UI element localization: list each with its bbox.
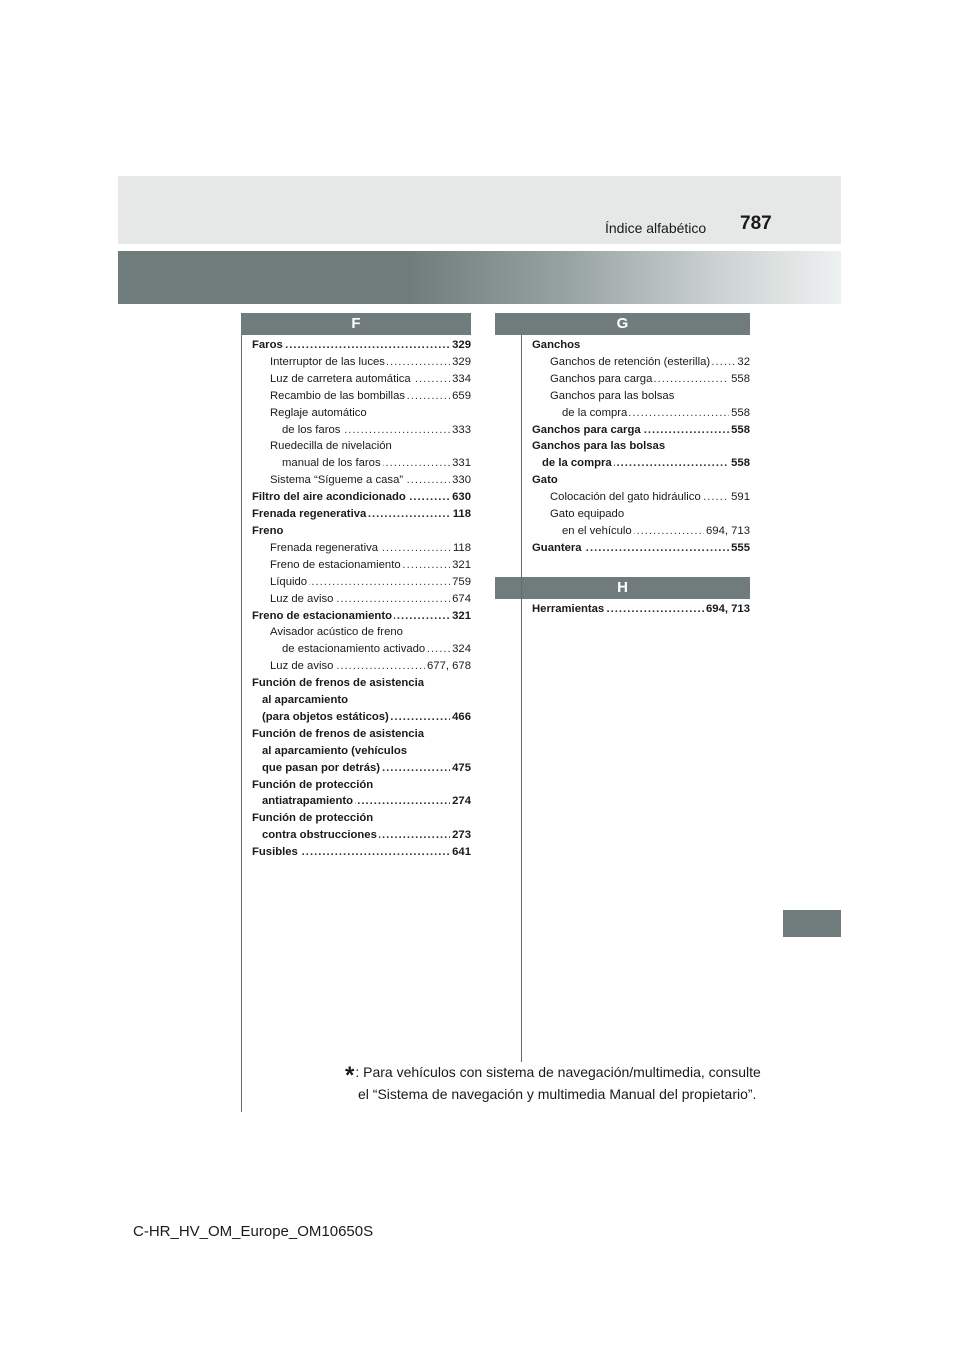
entry-term: Interruptor de las luces xyxy=(270,355,385,368)
entry-page: 674 xyxy=(450,591,471,608)
entry-page: 273 xyxy=(450,827,471,844)
entry-page: 329 xyxy=(450,354,471,371)
entry-page: 333 xyxy=(450,422,471,439)
entry-term: Ganchos para carga xyxy=(550,372,653,385)
entry-page: 321 xyxy=(450,557,471,574)
entry-page: 759 xyxy=(450,574,471,591)
index-column-h xyxy=(532,601,750,618)
footnote-line-2: el “Sistema de navegación y multimedia Manual del propietario”. xyxy=(358,1086,757,1102)
entry-page: 558 xyxy=(729,422,750,439)
index-entry xyxy=(252,675,471,692)
entry-page: 118 xyxy=(451,506,471,523)
entry-term: Frenada regenerativa xyxy=(270,541,379,554)
index-entry xyxy=(532,455,750,472)
entry-term: Función de protección xyxy=(252,778,374,791)
entry-term: que pasan por detrás) xyxy=(262,761,381,774)
index-entry xyxy=(532,601,750,618)
index-column-g xyxy=(532,337,750,557)
entry-page: 694, 713 xyxy=(704,601,750,618)
index-entry xyxy=(252,726,471,743)
index-entry xyxy=(252,489,471,506)
index-entry xyxy=(532,422,750,439)
entry-term: Frenada regenerativa xyxy=(252,508,367,521)
index-entry xyxy=(252,624,471,641)
entry-term: Función de protección xyxy=(252,812,374,825)
index-entry xyxy=(252,388,471,405)
entry-page: 274 xyxy=(450,793,471,810)
entry-term: Luz de aviso xyxy=(270,592,334,605)
header-band xyxy=(118,176,841,244)
entry-page: 334 xyxy=(450,371,471,388)
entry-page: 558 xyxy=(729,455,750,472)
entry-term: manual de los faros xyxy=(282,457,381,470)
entry-term: Reglaje automático xyxy=(270,406,367,419)
section-header-g: G xyxy=(495,313,750,335)
entry-term: Ganchos para carga xyxy=(532,423,641,436)
footnote-star: * xyxy=(345,1062,355,1089)
entry-term: Faros xyxy=(252,339,283,351)
index-entry xyxy=(252,354,471,371)
entry-term: Fusibles xyxy=(252,846,298,859)
index-entry xyxy=(532,388,750,405)
entry-term: Ganchos xyxy=(532,339,581,351)
entry-term: Ganchos para las bolsas xyxy=(550,389,675,402)
entry-term: Función de frenos de asistencia xyxy=(252,727,425,740)
index-entry xyxy=(252,422,471,439)
entry-term: Freno de estacionamiento xyxy=(270,558,401,571)
index-entry xyxy=(252,760,471,777)
entry-page: 475 xyxy=(450,760,471,777)
footnote-line-1: : Para vehículos con sistema de navegación/multimedia, consulte xyxy=(355,1064,761,1080)
index-entry xyxy=(532,337,750,354)
entry-term: Freno xyxy=(252,524,284,537)
section-header-f: F xyxy=(241,313,471,335)
index-entry xyxy=(252,709,471,726)
index-entry xyxy=(252,523,471,540)
entry-term: en el vehículo xyxy=(562,524,632,537)
index-column-f xyxy=(252,337,471,861)
entry-page: 694, 713 xyxy=(704,523,750,540)
entry-term: Colocación del gato hidráulico xyxy=(550,491,701,504)
entry-term: Herramientas xyxy=(532,603,605,615)
entry-term: (para objetos estáticos) xyxy=(262,710,389,723)
index-entry xyxy=(252,608,471,625)
entry-term: Sistema “Sígueme a casa” xyxy=(270,474,404,487)
index-entry xyxy=(532,354,750,371)
index-entry xyxy=(252,438,471,455)
entry-page: 591 xyxy=(729,489,750,506)
index-entry xyxy=(532,405,750,422)
index-entry xyxy=(252,540,471,557)
index-entry xyxy=(252,793,471,810)
entry-term: Luz de aviso xyxy=(270,660,334,673)
entry-term: de la compra xyxy=(542,457,612,470)
index-entry xyxy=(252,506,471,523)
entry-term: Función de frenos de asistencia xyxy=(252,677,425,690)
index-entry xyxy=(532,540,750,557)
index-entry xyxy=(252,591,471,608)
entry-term: Gato xyxy=(532,474,558,487)
index-entry xyxy=(252,574,471,591)
entry-page: 677, 678 xyxy=(425,658,471,675)
entry-term: Recambio de las bombillas xyxy=(270,389,406,402)
entry-page: 555 xyxy=(729,540,750,557)
entry-page: 118 xyxy=(451,540,471,557)
entry-term: Ganchos para las bolsas xyxy=(532,440,666,453)
index-entry xyxy=(252,641,471,658)
entry-page: 330 xyxy=(450,472,471,489)
entry-term: de los faros xyxy=(282,423,341,436)
section-title: Índice alfabético xyxy=(605,220,707,236)
entry-term: Luz de carretera automática xyxy=(270,372,411,385)
entry-term: al aparcamiento xyxy=(262,694,349,707)
index-entry xyxy=(252,337,471,354)
entry-page: 466 xyxy=(450,709,471,726)
index-entry xyxy=(252,455,471,472)
index-entry xyxy=(252,472,471,489)
entry-page: 331 xyxy=(450,455,471,472)
entry-term: contra obstrucciones xyxy=(262,829,377,842)
chapter-tab-marker xyxy=(783,910,841,937)
index-entry xyxy=(252,557,471,574)
entry-term: al aparcamiento (vehículos xyxy=(262,744,408,757)
index-entry xyxy=(252,658,471,675)
entry-term: Avisador acústico de freno xyxy=(270,626,403,639)
index-entry xyxy=(252,743,471,760)
index-entry xyxy=(252,371,471,388)
entry-term: Líquido xyxy=(270,575,308,588)
entry-term: Filtro del aire acondicionado xyxy=(252,491,406,504)
index-entry xyxy=(532,489,750,506)
entry-term: de estacionamiento activado xyxy=(282,643,426,656)
index-entry xyxy=(252,810,471,827)
section-header-h: H xyxy=(495,577,750,599)
footnote xyxy=(345,1063,761,1103)
entry-page: 32 xyxy=(735,354,750,371)
index-entry xyxy=(252,692,471,709)
index-entry xyxy=(252,844,471,861)
right-column-rule xyxy=(521,335,522,1062)
index-entry xyxy=(252,777,471,794)
index-entry xyxy=(532,523,750,540)
entry-term: de la compra xyxy=(562,406,628,419)
chapter-banner xyxy=(118,251,841,304)
document-id: C-HR_HV_OM_Europe_OM10650S xyxy=(133,1223,374,1240)
entry-term: Ruedecilla de nivelación xyxy=(270,440,392,453)
entry-page: 659 xyxy=(450,388,471,405)
entry-page: 641 xyxy=(450,844,471,861)
page-number: 787 xyxy=(740,213,772,234)
entry-page: 324 xyxy=(450,641,471,658)
entry-page: 630 xyxy=(450,489,471,506)
entry-term: Ganchos de retención (esterilla) xyxy=(550,355,711,368)
entry-page: 329 xyxy=(450,337,471,354)
left-column-rule xyxy=(241,335,242,1112)
index-entry xyxy=(532,371,750,388)
index-entry xyxy=(252,827,471,844)
entry-page: 558 xyxy=(729,371,750,388)
entry-term: Guantera xyxy=(532,541,582,554)
index-entry xyxy=(532,506,750,523)
index-entry xyxy=(532,438,750,455)
entry-page: 558 xyxy=(729,405,750,422)
entry-term: Gato equipado xyxy=(550,508,625,521)
index-entry xyxy=(532,472,750,489)
entry-term: antiatrapamiento xyxy=(262,795,354,808)
index-entry xyxy=(252,405,471,422)
entry-page: 321 xyxy=(450,608,471,625)
entry-term: Freno de estacionamiento xyxy=(252,609,392,622)
